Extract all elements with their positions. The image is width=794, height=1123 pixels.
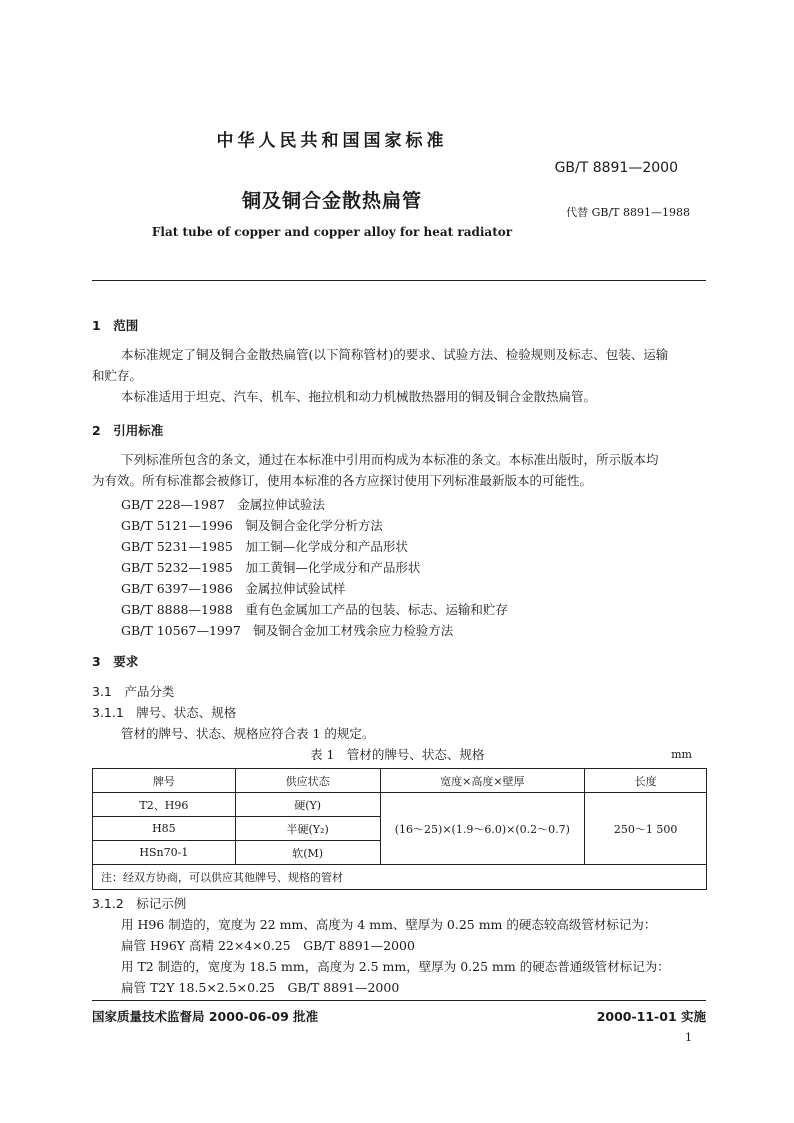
table-header-cell: 长度: [585, 769, 707, 793]
scope-paragraph-1-line-2: 和贮存。: [92, 368, 143, 383]
footer-divider: [92, 1000, 706, 1001]
national-standard-title: 中华人民共和国国家标准: [216, 131, 448, 151]
table-row: [93, 793, 707, 817]
table-cell-grade: HSn70-1: [93, 841, 236, 865]
table-cell-state: 硬(Y): [235, 793, 380, 817]
standard-number: GB/T 8891—2000: [554, 160, 678, 176]
implementation-date: 2000-11-01 实施: [596, 1009, 706, 1024]
table-header-cell: 宽度×高度×壁厚: [380, 769, 585, 793]
table-cell-state: 半硬(Y₂): [235, 817, 380, 841]
table-cell-length: 250～1 500: [585, 793, 707, 865]
table-cell-grade: H85: [93, 817, 236, 841]
header-divider: [92, 280, 706, 281]
spec-table: [92, 768, 707, 890]
subsection-3-1: 3.1 产品分类: [92, 684, 175, 699]
reference-item: GB/T 5231—1985 加工铜—化学成分和产品形状: [121, 539, 408, 554]
subsection-3-1-1-text: 管材的牌号、状态、规格应符合表 1 的规定。: [121, 726, 375, 741]
subsection-3-1-1: 3.1.1 牌号、状态、规格: [92, 705, 237, 720]
reference-item: GB/T 8888—1988 重有色金属加工产品的包装、标志、运输和贮存: [121, 602, 508, 617]
document-title: 铜及铜合金散热扁管: [241, 190, 422, 212]
table-unit: mm: [671, 748, 692, 761]
example-2-mark: 扁管 T2Y 18.5×2.5×0.25 GB/T 8891—2000: [121, 980, 400, 995]
subsection-3-1-2: 3.1.2 标记示例: [92, 896, 187, 911]
approval-info: 国家质量技术监督局 2000-06-09 批准: [92, 1009, 319, 1024]
reference-item: GB/T 6397—1986 金属拉伸试验试样: [121, 581, 346, 596]
section-heading-references: 2 引用标准: [92, 423, 164, 438]
table-cell-dimensions: (16～25)×(1.9～6.0)×(0.2～0.7): [380, 793, 585, 865]
replaces-standard: 代替 GB/T 8891—1988: [566, 206, 690, 219]
english-title: Flat tube of copper and copper alloy for heat radiator: [151, 225, 513, 239]
section-heading-requirements: 3 要求: [92, 654, 139, 669]
page-number: 1: [685, 1031, 692, 1044]
reference-item: GB/T 5232—1985 加工黄铜—化学成分和产品形状: [121, 560, 421, 575]
references-intro-line-2: 为有效。所有标准都会被修订，使用本标准的各方应探讨使用下列标准最新版本的可能性。: [92, 473, 593, 488]
scope-paragraph-1-line-1: 本标准规定了铜及铜合金散热扁管(以下简称管材)的要求、试验方法、检验规则及标志、包装、运输: [121, 347, 669, 362]
table-caption: 表 1 管材的牌号、状态、规格: [310, 747, 485, 762]
references-intro-line-1: 下列标准所包含的条文，通过在本标准中引用而构成为本标准的条文。本标准出版时，所示版本均: [121, 452, 659, 467]
scope-paragraph-2: 本标准适用于坦克、汽车、机车、拖拉机和动力机械散热器用的铜及铜合金散热扁管。: [121, 389, 597, 404]
table-header-cell: 牌号: [93, 769, 236, 793]
example-1-mark: 扁管 H96Y 高精 22×4×0.25 GB/T 8891—2000: [121, 938, 415, 953]
table-note-row: [93, 865, 707, 890]
reference-item: GB/T 228—1987 金属拉伸试验法: [121, 497, 325, 512]
table-header-row: [93, 769, 707, 793]
table-cell-grade: T2、H96: [93, 793, 236, 817]
table-cell-state: 软(M): [235, 841, 380, 865]
reference-item: GB/T 10567—1997 铜及铜合金加工材残余应力检验方法: [121, 623, 454, 638]
table-note: 注：经双方协商，可以供应其他牌号、规格的管材: [93, 865, 707, 890]
section-heading-scope: 1 范围: [92, 318, 139, 333]
example-1-text: 用 H96 制造的，宽度为 22 mm、高度为 4 mm、壁厚为 0.25 mm 的硬态较高级管材标记为：: [121, 917, 657, 932]
table-header-cell: 供应状态: [235, 769, 380, 793]
reference-item: GB/T 5121—1996 铜及铜合金化学分析方法: [121, 518, 383, 533]
example-2-text: 用 T2 制造的，宽度为 18.5 mm，高度为 2.5 mm，壁厚为 0.25 mm 的硬态普通级管材标记为：: [121, 959, 670, 974]
